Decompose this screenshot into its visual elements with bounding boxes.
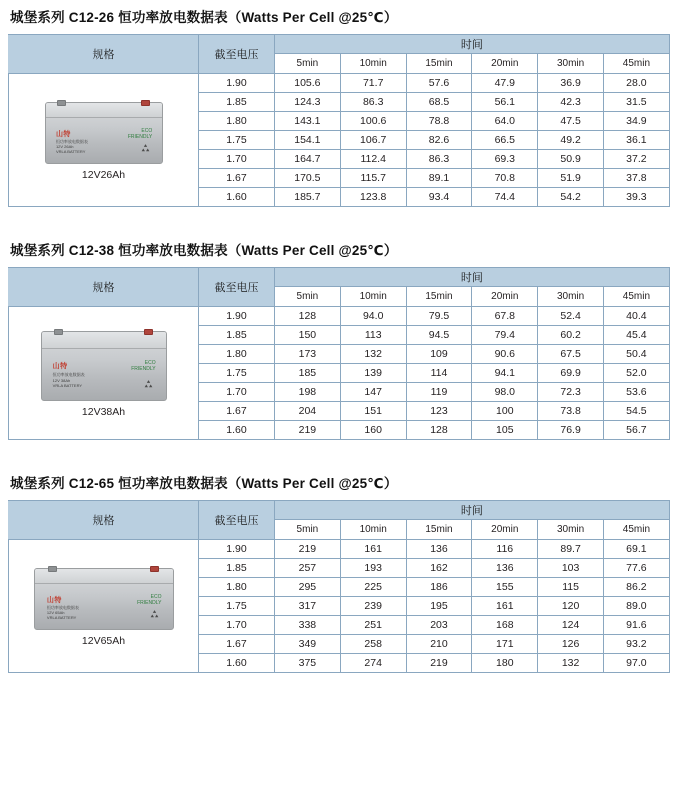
battery-spec-line: 12V 38Ah xyxy=(52,377,71,383)
watts-per-cell-value: 52.4 xyxy=(538,307,604,326)
watts-per-cell-value: 170.5 xyxy=(275,169,341,188)
watts-per-cell-value: 56.7 xyxy=(603,421,669,440)
spec-header: 规格 xyxy=(9,501,199,540)
watts-per-cell-value: 257 xyxy=(275,559,341,578)
battery-eco-line: FRIENDLY xyxy=(127,133,153,140)
watts-per-cell-value: 120 xyxy=(538,597,604,616)
watts-per-cell-value: 126 xyxy=(538,635,604,654)
cutoff-voltage-value: 1.67 xyxy=(199,169,275,188)
watts-per-cell-value: 124 xyxy=(538,616,604,635)
watts-per-cell-value: 239 xyxy=(340,597,406,616)
watts-per-cell-value: 76.9 xyxy=(538,421,604,440)
discharge-table-section-2 xyxy=(0,466,677,673)
watts-per-cell-value: 93.4 xyxy=(406,188,472,207)
battery-illustration-wrap xyxy=(9,327,198,420)
spec-header: 规格 xyxy=(9,268,199,307)
watts-per-cell-value: 49.2 xyxy=(538,131,604,150)
battery-negative-terminal-icon xyxy=(57,100,66,106)
watts-per-cell-value: 28.0 xyxy=(603,74,669,93)
time-column-header-2: 15min xyxy=(406,520,472,540)
battery-eco-label xyxy=(137,594,161,606)
watts-per-cell-value: 164.7 xyxy=(275,150,341,169)
battery-positive-terminal-icon xyxy=(141,100,150,106)
cutoff-voltage-value: 1.90 xyxy=(199,74,275,93)
recycle-icon xyxy=(140,143,151,154)
watts-per-cell-value: 132 xyxy=(538,654,604,673)
watts-per-cell-value: 40.4 xyxy=(603,307,669,326)
time-column-header-2: 15min xyxy=(406,54,472,74)
watts-per-cell-value: 64.0 xyxy=(472,112,538,131)
watts-per-cell-value: 86.3 xyxy=(340,93,406,112)
cutoff-voltage-value: 1.60 xyxy=(199,654,275,673)
cutoff-voltage-value: 1.80 xyxy=(199,345,275,364)
cutoff-voltage-value: 1.85 xyxy=(199,326,275,345)
watts-per-cell-value: 86.2 xyxy=(603,578,669,597)
watts-per-cell-value: 193 xyxy=(340,559,406,578)
watts-per-cell-value: 161 xyxy=(340,540,406,559)
watts-per-cell-value: 42.3 xyxy=(538,93,604,112)
watts-per-cell-value: 66.5 xyxy=(472,131,538,150)
battery-eco-line: FRIENDLY xyxy=(137,599,162,606)
watts-per-cell-value: 53.6 xyxy=(603,383,669,402)
battery-image xyxy=(45,102,163,164)
watts-per-cell-value: 119 xyxy=(406,383,472,402)
watts-per-cell-value: 67.8 xyxy=(472,307,538,326)
watts-per-cell-value: 67.5 xyxy=(538,345,604,364)
watts-per-cell-value: 100 xyxy=(472,402,538,421)
battery-illustration-wrap xyxy=(9,564,198,649)
watts-per-cell-value: 77.6 xyxy=(603,559,669,578)
constant-power-discharge-table xyxy=(8,500,670,673)
battery-spec-line: 12V 26Ah xyxy=(55,143,74,149)
watts-per-cell-value: 136 xyxy=(406,540,472,559)
constant-power-discharge-table xyxy=(8,267,670,440)
cutoff-voltage-value: 1.80 xyxy=(199,578,275,597)
watts-per-cell-value: 36.1 xyxy=(603,131,669,150)
battery-spec-line: VRLA BATTERY xyxy=(55,149,86,155)
watts-per-cell-value: 109 xyxy=(406,345,472,364)
time-column-header-0: 5min xyxy=(275,287,341,307)
battery-model-label: 12V26Ah xyxy=(81,168,126,181)
watts-per-cell-value: 100.6 xyxy=(340,112,406,131)
battery-eco-label xyxy=(128,128,152,140)
table-row xyxy=(9,74,670,93)
watts-per-cell-value: 105 xyxy=(472,421,538,440)
battery-eco-label xyxy=(131,360,155,372)
watts-per-cell-value: 36.9 xyxy=(538,74,604,93)
watts-per-cell-value: 115 xyxy=(538,578,604,597)
cutoff-voltage-value: 1.85 xyxy=(199,93,275,112)
battery-image xyxy=(34,568,174,630)
time-column-header-1: 10min xyxy=(340,287,406,307)
watts-per-cell-value: 82.6 xyxy=(406,131,472,150)
watts-per-cell-value: 162 xyxy=(406,559,472,578)
watts-per-cell-value: 98.0 xyxy=(472,383,538,402)
watts-per-cell-value: 225 xyxy=(340,578,406,597)
watts-per-cell-value: 151 xyxy=(340,402,406,421)
watts-per-cell-value: 47.5 xyxy=(538,112,604,131)
cutoff-voltage-value: 1.85 xyxy=(199,559,275,578)
watts-per-cell-value: 219 xyxy=(275,540,341,559)
time-column-header-3: 20min xyxy=(472,287,538,307)
watts-per-cell-value: 69.3 xyxy=(472,150,538,169)
table-row xyxy=(9,540,670,559)
battery-spec-line: 恒功率放电数据表 xyxy=(46,604,79,610)
watts-per-cell-value: 69.9 xyxy=(538,364,604,383)
battery-positive-terminal-icon xyxy=(150,566,159,572)
constant-power-discharge-table xyxy=(8,34,670,207)
watts-per-cell-value: 72.3 xyxy=(538,383,604,402)
battery-negative-terminal-icon xyxy=(48,566,57,572)
watts-per-cell-value: 103 xyxy=(538,559,604,578)
watts-per-cell-value: 79.4 xyxy=(472,326,538,345)
cutoff-voltage-value: 1.90 xyxy=(199,540,275,559)
watts-per-cell-value: 128 xyxy=(275,307,341,326)
watts-per-cell-value: 56.1 xyxy=(472,93,538,112)
watts-per-cell-value: 37.8 xyxy=(603,169,669,188)
watts-per-cell-value: 71.7 xyxy=(340,74,406,93)
watts-per-cell-value: 50.9 xyxy=(538,150,604,169)
watts-per-cell-value: 70.8 xyxy=(472,169,538,188)
battery-eco-line: ECO xyxy=(144,360,156,367)
watts-per-cell-value: 94.0 xyxy=(340,307,406,326)
spec-header: 规格 xyxy=(9,35,199,74)
watts-per-cell-value: 112.4 xyxy=(340,150,406,169)
watts-per-cell-value: 123 xyxy=(406,402,472,421)
time-header: 时间 xyxy=(275,268,670,287)
battery-spec-line: 恒功率放电数据表 xyxy=(52,372,85,378)
section-title: 城堡系列 C12-38 恒功率放电数据表（Watts Per Cell @25℃） xyxy=(10,243,398,258)
watts-per-cell-value: 349 xyxy=(275,635,341,654)
battery-spec-line: 12V 65Ah xyxy=(46,609,65,615)
watts-per-cell-value: 168 xyxy=(472,616,538,635)
watts-per-cell-value: 338 xyxy=(275,616,341,635)
table-row xyxy=(9,307,670,326)
cutoff-voltage-value: 1.70 xyxy=(199,383,275,402)
watts-per-cell-value: 31.5 xyxy=(603,93,669,112)
watts-per-cell-value: 93.2 xyxy=(603,635,669,654)
watts-per-cell-value: 97.0 xyxy=(603,654,669,673)
watts-per-cell-value: 73.8 xyxy=(538,402,604,421)
watts-per-cell-value: 219 xyxy=(406,654,472,673)
watts-per-cell-value: 204 xyxy=(275,402,341,421)
watts-per-cell-value: 161 xyxy=(472,597,538,616)
cutoff-voltage-value: 1.75 xyxy=(199,364,275,383)
watts-per-cell-value: 115.7 xyxy=(340,169,406,188)
watts-per-cell-value: 274 xyxy=(340,654,406,673)
watts-per-cell-value: 91.6 xyxy=(603,616,669,635)
watts-per-cell-value: 251 xyxy=(340,616,406,635)
watts-per-cell-value: 136 xyxy=(472,559,538,578)
discharge-table-section-1 xyxy=(0,233,677,440)
watts-per-cell-value: 39.3 xyxy=(603,188,669,207)
time-column-header-4: 30min xyxy=(538,520,604,540)
watts-per-cell-value: 34.9 xyxy=(603,112,669,131)
watts-per-cell-value: 114 xyxy=(406,364,472,383)
battery-eco-line: FRIENDLY xyxy=(131,366,156,373)
time-column-header-0: 5min xyxy=(275,520,341,540)
discharge-table-section-0 xyxy=(0,0,677,207)
watts-per-cell-value: 123.8 xyxy=(340,188,406,207)
section-title: 城堡系列 C12-26 恒功率放电数据表（Watts Per Cell @25℃） xyxy=(10,10,398,25)
time-column-header-3: 20min xyxy=(472,54,538,74)
cutoff-voltage-header: 截至电压 xyxy=(199,501,275,540)
cutoff-voltage-value: 1.80 xyxy=(199,112,275,131)
watts-per-cell-value: 37.2 xyxy=(603,150,669,169)
watts-per-cell-value: 143.1 xyxy=(275,112,341,131)
cutoff-voltage-value: 1.60 xyxy=(199,421,275,440)
watts-per-cell-value: 124.3 xyxy=(275,93,341,112)
watts-per-cell-value: 185 xyxy=(275,364,341,383)
battery-brand-label: 山特 xyxy=(52,363,68,371)
watts-per-cell-value: 155 xyxy=(472,578,538,597)
cutoff-voltage-value: 1.60 xyxy=(199,188,275,207)
cutoff-voltage-value: 1.70 xyxy=(199,616,275,635)
cutoff-voltage-value: 1.90 xyxy=(199,307,275,326)
battery-illustration-wrap xyxy=(9,98,198,183)
table-header-row xyxy=(9,501,670,520)
watts-per-cell-value: 89.1 xyxy=(406,169,472,188)
watts-per-cell-value: 89.7 xyxy=(538,540,604,559)
watts-per-cell-value: 94.5 xyxy=(406,326,472,345)
watts-per-cell-value: 147 xyxy=(340,383,406,402)
watts-per-cell-value: 185.7 xyxy=(275,188,341,207)
cutoff-voltage-value: 1.67 xyxy=(199,402,275,421)
battery-spec-text xyxy=(56,139,88,155)
battery-negative-terminal-icon xyxy=(54,329,63,335)
watts-per-cell-value: 52.0 xyxy=(603,364,669,383)
watts-per-cell-value: 180 xyxy=(472,654,538,673)
battery-eco-line: ECO xyxy=(141,127,153,134)
time-header: 时间 xyxy=(275,501,670,520)
watts-per-cell-value: 89.0 xyxy=(603,597,669,616)
watts-per-cell-value: 173 xyxy=(275,345,341,364)
time-column-header-0: 5min xyxy=(275,54,341,74)
watts-per-cell-value: 198 xyxy=(275,383,341,402)
battery-positive-terminal-icon xyxy=(144,329,153,335)
time-column-header-4: 30min xyxy=(538,287,604,307)
watts-per-cell-value: 50.4 xyxy=(603,345,669,364)
battery-model-label: 12V65Ah xyxy=(81,634,126,647)
battery-spec-cell xyxy=(9,307,199,440)
watts-per-cell-value: 106.7 xyxy=(340,131,406,150)
watts-per-cell-value: 57.6 xyxy=(406,74,472,93)
watts-per-cell-value: 195 xyxy=(406,597,472,616)
time-header: 时间 xyxy=(275,35,670,54)
watts-per-cell-value: 295 xyxy=(275,578,341,597)
cutoff-voltage-value: 1.75 xyxy=(199,597,275,616)
watts-per-cell-value: 116 xyxy=(472,540,538,559)
cutoff-voltage-value: 1.70 xyxy=(199,150,275,169)
cutoff-voltage-header: 截至电压 xyxy=(199,35,275,74)
time-column-header-1: 10min xyxy=(340,54,406,74)
battery-spec-cell xyxy=(9,540,199,673)
watts-per-cell-value: 74.4 xyxy=(472,188,538,207)
battery-spec-text xyxy=(47,605,79,621)
watts-per-cell-value: 139 xyxy=(340,364,406,383)
watts-per-cell-value: 54.2 xyxy=(538,188,604,207)
watts-per-cell-value: 375 xyxy=(275,654,341,673)
battery-eco-line: ECO xyxy=(150,593,162,600)
time-column-header-1: 10min xyxy=(340,520,406,540)
battery-model-label: 12V38Ah xyxy=(81,405,126,418)
cutoff-voltage-header: 截至电压 xyxy=(199,268,275,307)
battery-spec-text xyxy=(53,372,85,388)
time-column-header-5: 45min xyxy=(603,520,669,540)
watts-per-cell-value: 78.8 xyxy=(406,112,472,131)
watts-per-cell-value: 47.9 xyxy=(472,74,538,93)
watts-per-cell-value: 258 xyxy=(340,635,406,654)
cutoff-voltage-value: 1.67 xyxy=(199,635,275,654)
watts-per-cell-value: 150 xyxy=(275,326,341,345)
watts-per-cell-value: 86.3 xyxy=(406,150,472,169)
battery-brand-label: 山特 xyxy=(55,130,71,138)
watts-per-cell-value: 45.4 xyxy=(603,326,669,345)
battery-spec-line: VRLA BATTERY xyxy=(46,615,77,621)
watts-per-cell-value: 113 xyxy=(340,326,406,345)
battery-spec-line: 恒功率放电数据表 xyxy=(55,138,88,144)
watts-per-cell-value: 154.1 xyxy=(275,131,341,150)
watts-per-cell-value: 69.1 xyxy=(603,540,669,559)
watts-per-cell-value: 317 xyxy=(275,597,341,616)
table-header-row xyxy=(9,35,670,54)
time-column-header-4: 30min xyxy=(538,54,604,74)
table-header-row xyxy=(9,268,670,287)
battery-image xyxy=(41,331,167,401)
watts-per-cell-value: 90.6 xyxy=(472,345,538,364)
time-column-header-5: 45min xyxy=(603,54,669,74)
battery-spec-cell xyxy=(9,74,199,207)
watts-per-cell-value: 79.5 xyxy=(406,307,472,326)
watts-per-cell-value: 105.6 xyxy=(275,74,341,93)
watts-per-cell-value: 186 xyxy=(406,578,472,597)
time-column-header-3: 20min xyxy=(472,520,538,540)
time-column-header-5: 45min xyxy=(603,287,669,307)
watts-per-cell-value: 203 xyxy=(406,616,472,635)
cutoff-voltage-value: 1.75 xyxy=(199,131,275,150)
time-column-header-2: 15min xyxy=(406,287,472,307)
watts-per-cell-value: 132 xyxy=(340,345,406,364)
battery-spec-line: VRLA BATTERY xyxy=(52,383,83,389)
watts-per-cell-value: 171 xyxy=(472,635,538,654)
watts-per-cell-value: 128 xyxy=(406,421,472,440)
watts-per-cell-value: 210 xyxy=(406,635,472,654)
recycle-icon xyxy=(149,609,160,620)
section-title: 城堡系列 C12-65 恒功率放电数据表（Watts Per Cell @25℃） xyxy=(10,476,398,491)
recycle-icon xyxy=(143,379,154,390)
watts-per-cell-value: 54.5 xyxy=(603,402,669,421)
watts-per-cell-value: 68.5 xyxy=(406,93,472,112)
watts-per-cell-value: 160 xyxy=(340,421,406,440)
watts-per-cell-value: 60.2 xyxy=(538,326,604,345)
watts-per-cell-value: 51.9 xyxy=(538,169,604,188)
watts-per-cell-value: 219 xyxy=(275,421,341,440)
battery-brand-label: 山特 xyxy=(46,596,62,604)
watts-per-cell-value: 94.1 xyxy=(472,364,538,383)
